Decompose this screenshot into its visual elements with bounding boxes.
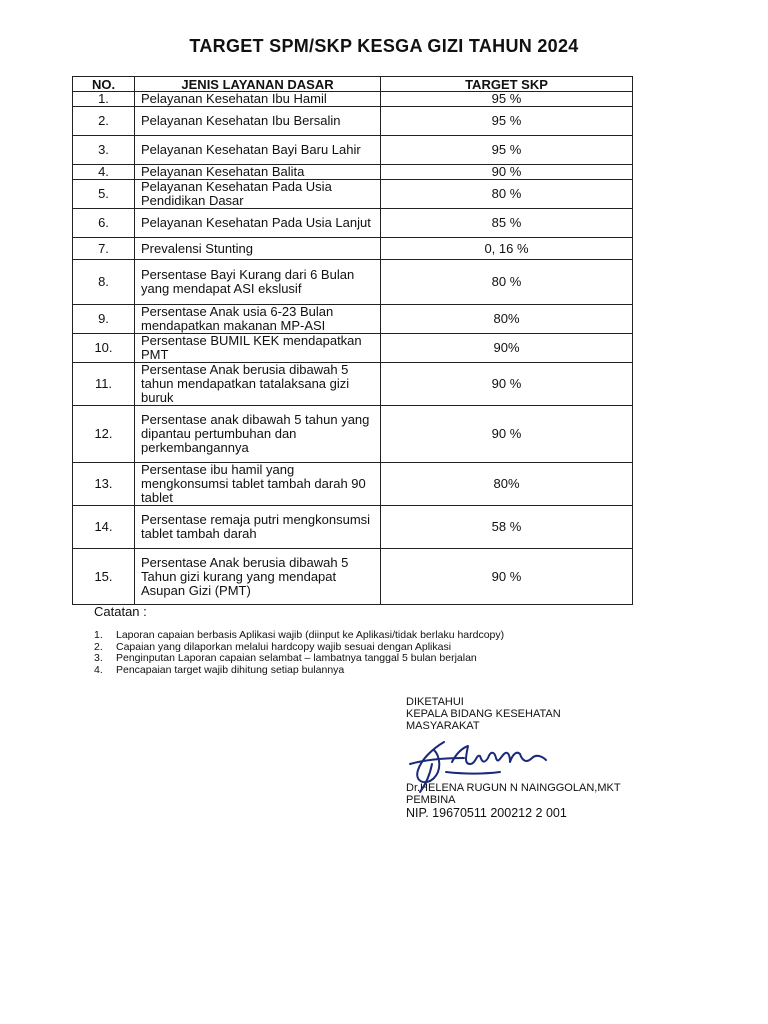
table-row: [73, 549, 633, 605]
table-row: [73, 136, 633, 165]
note-number: 2.: [94, 640, 103, 653]
row-service: Pelayanan Kesehatan Pada Usia Pendidikan Dasar: [135, 180, 381, 209]
table-row: [73, 209, 633, 238]
row-service: Pelayanan Kesehatan Ibu Bersalin: [135, 107, 381, 136]
row-service: Pelayanan Kesehatan Balita: [135, 165, 381, 180]
notes-list: [94, 630, 504, 676]
row-number: 10.: [73, 334, 135, 363]
document-title: TARGET SPM/SKP KESGA GIZI TAHUN 2024: [189, 36, 579, 56]
signature-stroke: [446, 772, 500, 774]
table-row: [73, 463, 633, 506]
row-target: 95 %: [381, 92, 633, 107]
row-target: 80 %: [381, 180, 633, 209]
row-number: 15.: [73, 549, 135, 605]
note-number: 3.: [94, 652, 103, 665]
row-number: 2.: [73, 107, 135, 136]
row-target: 95 %: [381, 136, 633, 165]
signatory-name: Dr.HELENA RUGUN N NAINGGOLAN,MKT: [406, 782, 621, 794]
note-number: 1.: [94, 629, 103, 641]
row-number: 7.: [73, 238, 135, 260]
signature-stroke: [452, 746, 546, 764]
row-number: 13.: [73, 463, 135, 506]
handwritten-signature: [404, 734, 554, 794]
row-service: Persentase Bayi Kurang dari 6 Bulan yang mendapat ASI ekslusif: [135, 260, 381, 305]
table-row: [73, 107, 633, 136]
row-number: 4.: [73, 165, 135, 180]
table-row: [73, 260, 633, 305]
row-target: 90 %: [381, 363, 633, 406]
row-number: 3.: [73, 136, 135, 165]
row-target: 90 %: [381, 406, 633, 463]
note-text: Capaian yang dilaporkan melalui hardcopy wajib sesuai dengan Aplikasi: [116, 640, 452, 653]
row-target: 80%: [381, 305, 633, 334]
header-target: TARGET SKP: [381, 77, 633, 92]
sign-line-position: KEPALA BIDANG KESEHATAN: [406, 708, 561, 720]
header-service: JENIS LAYANAN DASAR: [135, 77, 381, 92]
table-row: [73, 238, 633, 260]
note-text: Laporan capaian berbasis Aplikasi wajib (diinput ke Aplikasi/tidak berlaku hardcopy): [116, 629, 505, 641]
table-row: [73, 180, 633, 209]
row-number: 6.: [73, 209, 135, 238]
row-number: 5.: [73, 180, 135, 209]
table-row: [73, 165, 633, 180]
row-service: Persentase BUMIL KEK mendapatkan PMT: [135, 334, 381, 363]
notes-section: [94, 604, 504, 676]
row-target: 85 %: [381, 209, 633, 238]
row-number: 14.: [73, 506, 135, 549]
sign-line-known: DIKETAHUI: [406, 696, 464, 708]
row-target: 90 %: [381, 165, 633, 180]
header-no: NO.: [73, 77, 135, 92]
row-service: Persentase Anak berusia dibawah 5 Tahun gizi kurang yang mendapat Asupan Gizi (PMT): [135, 549, 381, 605]
row-target: 80 %: [381, 260, 633, 305]
row-service: Persentase ibu hamil yang mengkonsumsi tablet tambah darah 90 tablet: [135, 463, 381, 506]
table-row: [73, 334, 633, 363]
row-number: 11.: [73, 363, 135, 406]
sign-line-department: MASYARAKAT: [406, 720, 480, 732]
row-number: 1.: [73, 92, 135, 107]
note-text: Pencapaian target wajib dihitung setiap bulannya: [116, 663, 345, 676]
row-service: Persentase remaja putri mengkonsumsi tablet tambah darah: [135, 506, 381, 549]
row-target: 90%: [381, 334, 633, 363]
table-row: [73, 406, 633, 463]
signature-stroke: [410, 758, 464, 764]
table-body: [73, 92, 633, 605]
signatory-nip: NIP. 19670511 200212 2 001: [406, 806, 567, 820]
row-service: Persentase anak dibawah 5 tahun yang dipantau pertumbuhan dan perkembangannya: [135, 406, 381, 463]
row-number: 8.: [73, 260, 135, 305]
row-target: 58 %: [381, 506, 633, 549]
table-row: [73, 305, 633, 334]
row-service: Pelayanan Kesehatan Ibu Hamil: [135, 92, 381, 107]
row-target: 95 %: [381, 107, 633, 136]
row-service: Persentase Anak usia 6-23 Bulan mendapatkan makanan MP-ASI: [135, 305, 381, 334]
row-target: 80%: [381, 463, 633, 506]
row-target: 0, 16 %: [381, 238, 633, 260]
note-text: Penginputan Laporan capaian selambat – lambatnya tanggal 5 bulan berjalan: [116, 652, 477, 665]
row-number: 12.: [73, 406, 135, 463]
table-row: [73, 363, 633, 406]
row-service: Pelayanan Kesehatan Pada Usia Lanjut: [135, 209, 381, 238]
note-number: 4.: [94, 663, 103, 676]
table-row: [73, 506, 633, 549]
signatory-rank: PEMBINA: [406, 794, 456, 806]
row-service: Pelayanan Kesehatan Bayi Baru Lahir: [135, 136, 381, 165]
row-target: 90 %: [381, 549, 633, 605]
row-service: Persentase Anak berusia dibawah 5 tahun mendapatkan tatalaksana gizi buruk: [135, 363, 381, 406]
table-header-row: [73, 77, 633, 92]
table-row: [73, 92, 633, 107]
row-service: Prevalensi Stunting: [135, 238, 381, 260]
notes-label: Catatan :: [94, 604, 147, 619]
note-item: [94, 665, 504, 677]
row-number: 9.: [73, 305, 135, 334]
signature-stroke: [420, 764, 432, 792]
service-target-table: [72, 76, 633, 605]
